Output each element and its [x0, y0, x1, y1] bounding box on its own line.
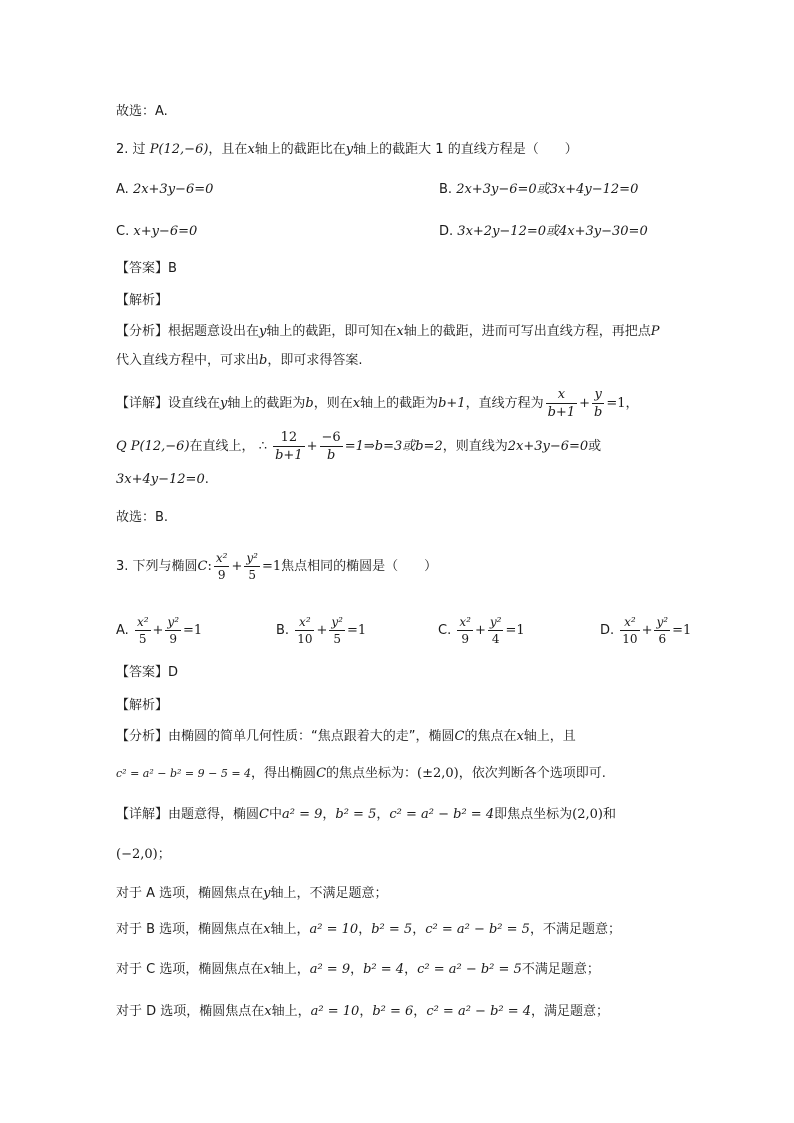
equation-tail: =1: [346, 623, 367, 638]
q2-detail-line2: [116, 431, 601, 462]
option-text: 2x+3y−6=0: [132, 182, 214, 197]
text-span: ，则在: [313, 396, 353, 411]
text-span: 轴上，: [270, 962, 310, 977]
option-letter: B.: [439, 182, 453, 197]
fraction: $\frac{\text{y²}}{5}$: [331, 615, 343, 646]
fraction: $\frac{\text{x²}}{9}$: [215, 551, 228, 582]
fraction: $\frac{-6}{b}$: [321, 430, 341, 463]
b-var: b: [305, 396, 314, 411]
q3-detail-line2: [116, 845, 171, 865]
option-letter: D.: [600, 623, 615, 638]
math-span: c² = a² − b² = 4: [426, 1004, 532, 1019]
axis-var: x: [263, 962, 271, 977]
text-span: ，: [376, 807, 390, 822]
q2-point: P(12,−6): [149, 142, 209, 157]
fraction: $\frac{\text{y²}}{5}$: [246, 551, 258, 582]
q2-stem-c: 轴上的截距比在: [254, 142, 346, 157]
text-span: 中: [268, 807, 282, 822]
text-span: ，依次判断各个选项即可.: [458, 766, 606, 781]
q2-option-b: [439, 180, 638, 200]
y-var: y: [220, 396, 228, 411]
option-letter: B.: [276, 623, 290, 638]
fraction: $\frac{\text{x²}}{10}$: [297, 615, 313, 646]
math-span: b² = 4: [363, 962, 405, 977]
text-span: 轴上的截距为: [227, 396, 306, 411]
text-span: ，: [404, 962, 418, 977]
math-span: 2x+3y−6=0: [507, 439, 589, 454]
text-span: 【分析】由椭圆的简单几何性质：“焦点跟着大的走”，椭圆: [116, 729, 455, 744]
text-span: ，: [359, 1004, 373, 1019]
math-span: =1⇒b=3或b=2: [344, 439, 443, 454]
q3-detail-line1: [116, 805, 616, 825]
q2-choice: 故选：B.: [116, 510, 169, 525]
text-span: 对于 C 选项，椭圆焦点在: [116, 962, 264, 977]
c-var: C: [454, 729, 465, 744]
math-span: b² = 5: [371, 922, 413, 937]
q2-answer: 【答案】B: [116, 261, 177, 276]
equation-tail: =1，: [606, 396, 639, 411]
math-span: a² = 10: [309, 922, 359, 937]
q3-stem: [116, 552, 437, 581]
fraction: $\frac{y}{b}$: [594, 387, 603, 420]
text-span: 对于 D 选项，椭圆焦点在: [116, 1004, 265, 1019]
text-span: ，即可求得答案.: [267, 353, 363, 368]
option-text: x+y−6=0: [133, 224, 198, 239]
math-span: Q P(12,−6): [116, 439, 190, 454]
q2-stem: [116, 140, 578, 160]
text-span: 的焦点坐标为：: [326, 766, 418, 781]
equation-tail: =1: [672, 623, 692, 638]
equation-tail: =1: [183, 623, 203, 638]
y-var: y: [259, 324, 267, 339]
text-span: 轴上，不满足题意；: [270, 886, 388, 901]
option-letter: C.: [116, 224, 130, 239]
prev-choice: 故选：A.: [116, 104, 168, 119]
q3-option-a: [116, 616, 202, 645]
q2-stem-d: 轴上的截距大 1 的直线方程是（ ）: [353, 142, 578, 157]
math-span: (±2,0): [417, 766, 459, 781]
x-var: x: [396, 324, 404, 339]
axis-var: x: [264, 1004, 272, 1019]
q3-case-c: [116, 960, 600, 980]
text-span: ，: [412, 922, 426, 937]
text-span: 对于 B 选项，椭圆焦点在: [116, 922, 264, 937]
text-span: 代入直线方程中，可求出: [116, 353, 260, 368]
option-text: 3x+2y−12=0或4x+3y−30=0: [457, 224, 648, 239]
q3-case-a: [116, 884, 388, 904]
fraction: $\frac{\text{y²}}{6}$: [656, 615, 669, 646]
text-span: 3. 下列与椭圆: [116, 559, 198, 574]
q3-fenxi-line2: [116, 764, 606, 784]
plus-sign: +: [316, 623, 328, 638]
math-span: a² = 9: [281, 807, 323, 822]
text-span: 【分析】根据题意设出在: [116, 324, 260, 339]
text-span: 即焦点坐标为: [494, 807, 573, 822]
q2-analysis-tag: 【解析】: [116, 293, 169, 308]
b-var: b: [259, 353, 268, 368]
fraction: $\frac{x}{b+1}$: [547, 387, 576, 420]
text-span: ，: [350, 962, 364, 977]
fraction: $\frac{\text{x²}}{5}$: [136, 615, 149, 646]
text-span: ，: [322, 807, 336, 822]
text-span: 和: [602, 807, 616, 822]
q2-y-var: y: [345, 142, 354, 157]
fraction: $\frac{\text{y²}}{9}$: [167, 615, 180, 646]
text-span: 轴上的截距，即可知在: [266, 324, 397, 339]
text-span: 或: [588, 439, 602, 454]
text-span: 轴上的截距，进而可写出直线方程，再把点: [403, 324, 651, 339]
math-span: c² = a² − b² = 4: [389, 807, 495, 822]
q2-option-d: [439, 222, 648, 242]
q2-detail-line1: [116, 388, 639, 419]
math-span: a² = 9: [309, 962, 351, 977]
equation-tail: =1: [261, 559, 282, 574]
text-span: 不满足题意；: [521, 962, 600, 977]
text-span: 对于 A 选项，椭圆焦点在: [116, 886, 264, 901]
equation-tail: =1: [505, 623, 525, 638]
fraction: $\frac{\text{x²}}{10}$: [622, 615, 638, 646]
option-text: 2x+3y−6=0或3x+4y−12=0: [456, 182, 639, 197]
x-var: x: [516, 729, 524, 744]
fraction: $\frac{\text{y²}}{4}$: [489, 615, 502, 646]
q2-fenxi-line1: [116, 322, 660, 342]
q2-option-a: [116, 180, 213, 200]
text-span: 轴上的截距为: [360, 396, 439, 411]
text-span: ，直线方程为: [465, 396, 544, 411]
therefore-sign: ∴: [258, 439, 267, 454]
option-letter: A.: [116, 623, 129, 638]
math-span: b² = 6: [372, 1004, 414, 1019]
c-var: C: [316, 766, 327, 781]
q3-option-d: [600, 616, 691, 645]
plus-sign: +: [641, 623, 653, 638]
text-span: ；: [157, 847, 171, 862]
q3-option-b: [276, 616, 366, 645]
text-span: 焦点相同的椭圆是（ ）: [281, 559, 438, 574]
q2-detail-line3: [116, 470, 209, 490]
q3-answer: 【答案】D: [116, 665, 179, 680]
q3-case-d: [116, 1002, 609, 1022]
plus-sign: +: [306, 439, 318, 454]
c-var: C: [259, 807, 269, 822]
text-span: .: [204, 472, 209, 487]
math-span: b+1: [438, 396, 466, 411]
math-span: c² = a² − b² = 5: [425, 922, 530, 937]
text-span: ，不满足题意；: [529, 922, 621, 937]
text-span: 在直线上，: [189, 439, 255, 454]
axis-var: y: [263, 886, 271, 901]
q3-case-b: [116, 920, 621, 940]
math-span: c² = a² − b² = 9 − 5 = 4: [116, 767, 252, 780]
q2-fenxi-line2: [116, 351, 362, 371]
text-span: 【详解】由题意得，椭圆: [116, 807, 260, 822]
q3-analysis-tag: 【解析】: [116, 698, 169, 713]
text-span: 【详解】设直线在: [116, 396, 221, 411]
math-span: b² = 5: [335, 807, 377, 822]
option-letter: C.: [438, 623, 452, 638]
math-span: a² = 10: [310, 1004, 360, 1019]
c-var: C: [197, 559, 208, 574]
plus-sign: +: [579, 396, 591, 411]
q3-option-c: [438, 616, 525, 645]
math-span: (2,0): [572, 807, 603, 822]
math-span: (−2,0): [116, 847, 158, 862]
text-span: 轴上，且: [523, 729, 576, 744]
option-letter: D.: [439, 224, 454, 239]
axis-var: x: [263, 922, 271, 937]
q3-fenxi-line1: [116, 727, 576, 747]
text-span: ，: [358, 922, 372, 937]
text-span: 的焦点在: [464, 729, 517, 744]
text-span: ，得出椭圆: [251, 766, 317, 781]
colon: :: [207, 559, 212, 574]
fraction: $\frac{\text{x²}}{9}$: [459, 615, 471, 646]
q2-option-c: [116, 222, 197, 242]
x-var: x: [352, 396, 361, 411]
p-var: P: [650, 324, 660, 339]
plus-sign: +: [474, 623, 486, 638]
plus-sign: +: [231, 559, 243, 574]
q2-stem-b: ，且在: [208, 142, 248, 157]
text-span: ，: [413, 1004, 427, 1019]
text-span: 轴上，: [271, 1004, 311, 1019]
text-span: ，满足题意；: [531, 1004, 610, 1019]
text-span: 轴上，: [270, 922, 310, 937]
option-letter: A.: [116, 182, 129, 197]
q2-x-var: x: [247, 142, 255, 157]
fraction: $\frac{12}{b+1}$: [275, 430, 303, 463]
math-span: c² = a² − b² = 5: [417, 962, 522, 977]
math-span: 3x+4y−12=0: [116, 472, 205, 487]
q2-stem-a: 2. 过: [116, 142, 146, 157]
plus-sign: +: [152, 623, 164, 638]
text-span: ，则直线为: [442, 439, 508, 454]
